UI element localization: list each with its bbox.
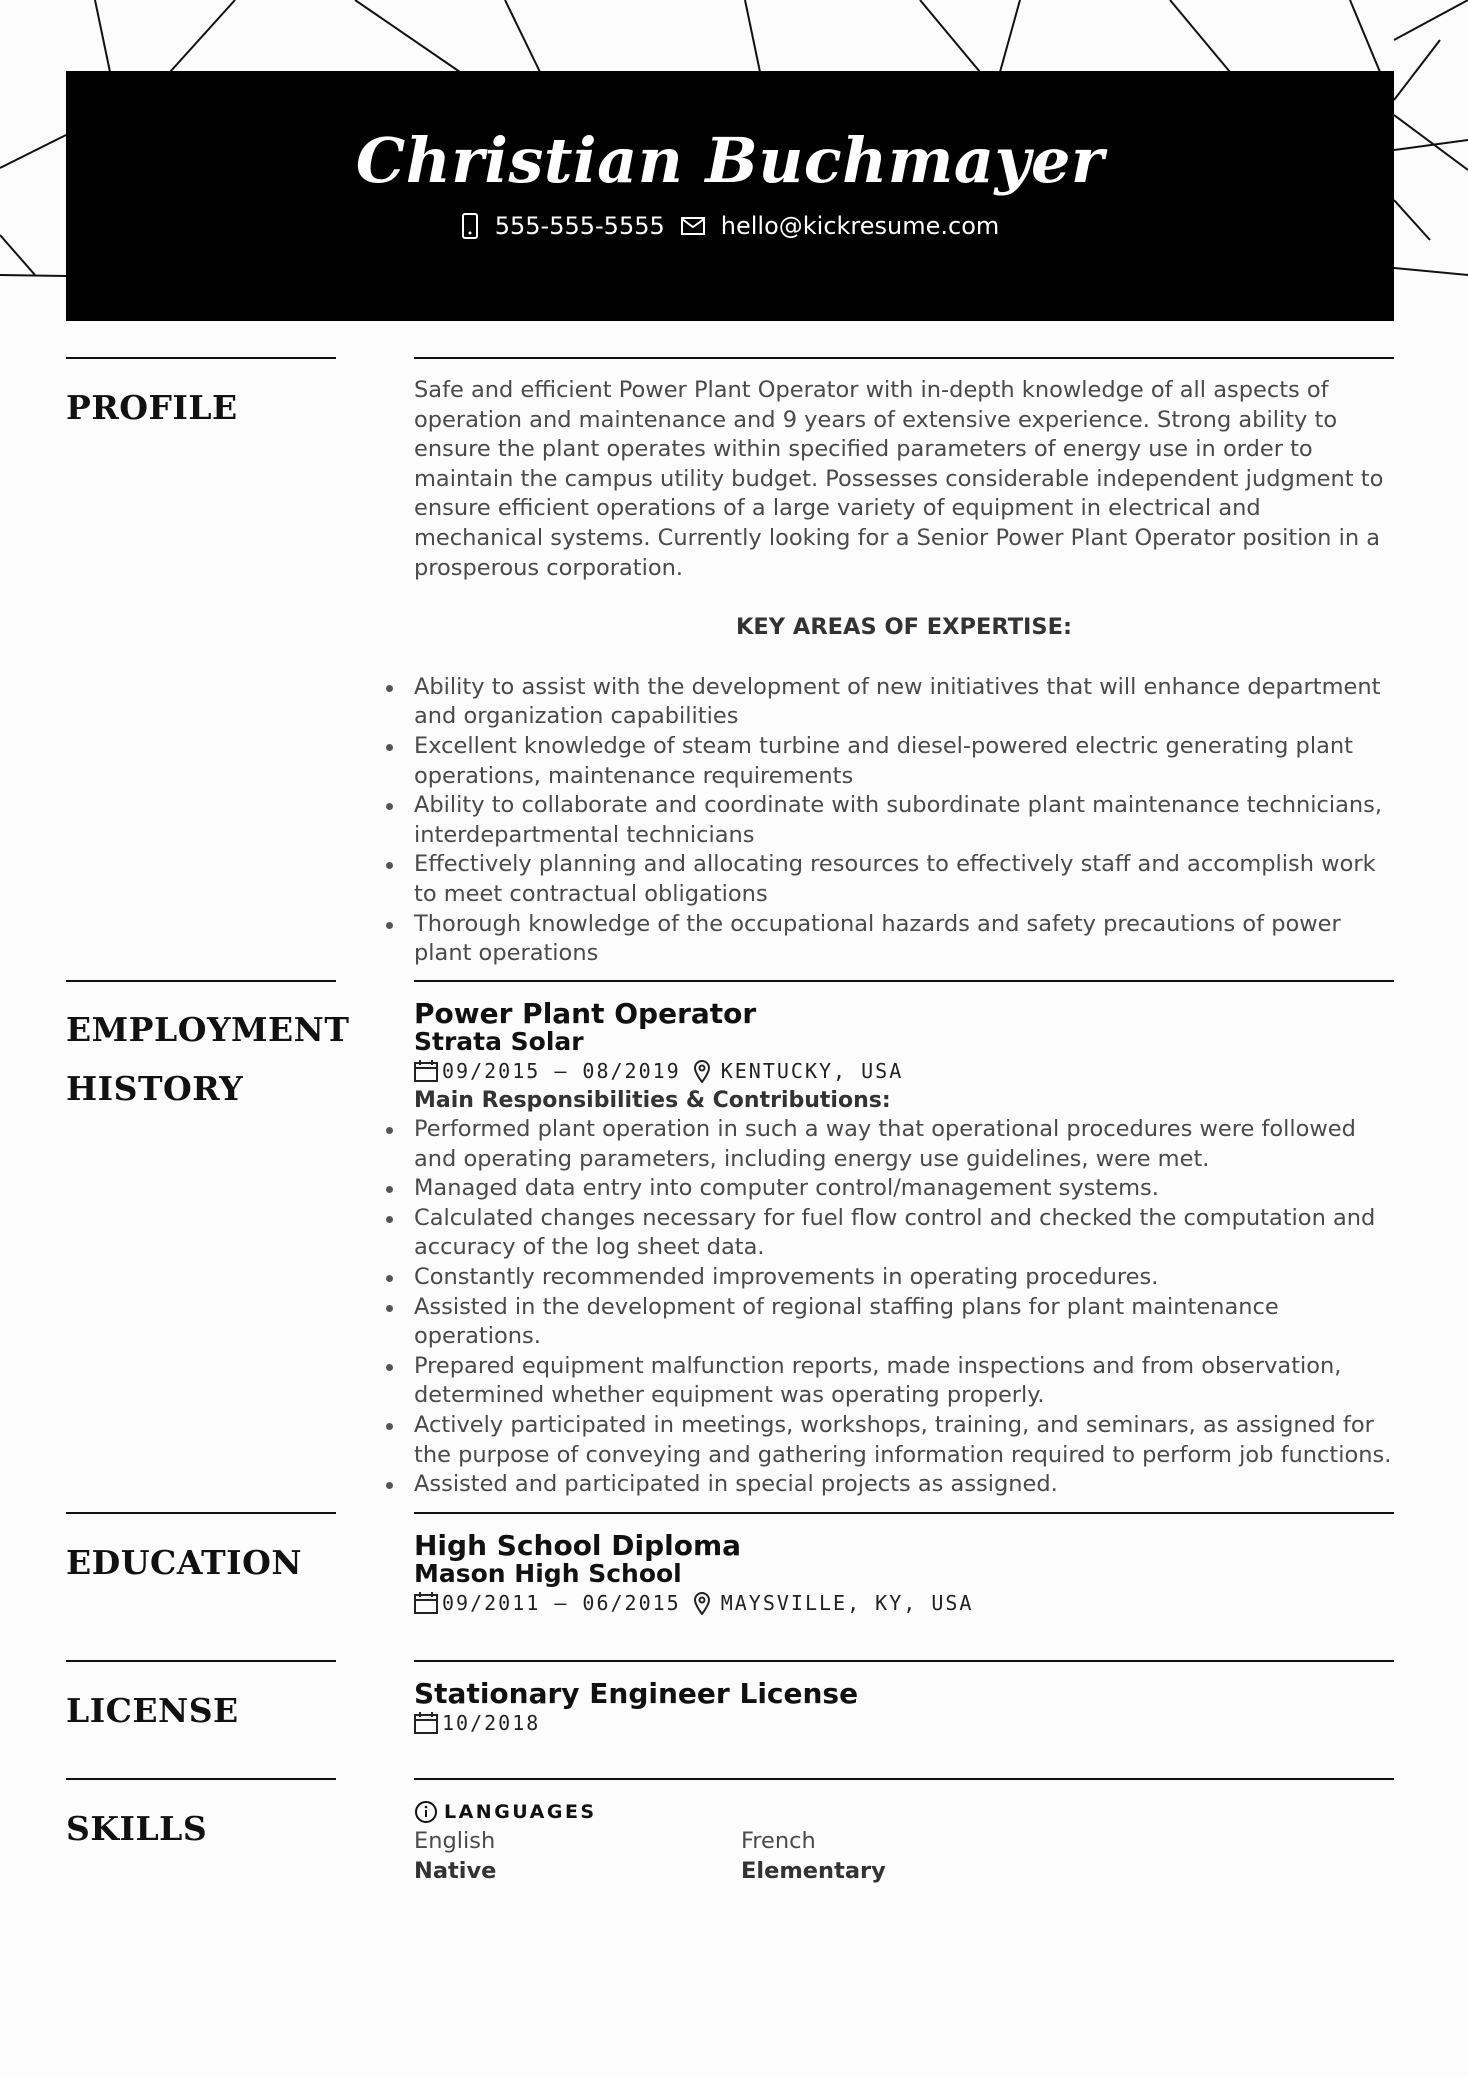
calendar-icon bbox=[414, 1712, 438, 1734]
responsibilities-heading: Main Responsibilities & Contributions: bbox=[414, 1088, 891, 1113]
job-location-text: KENTUCKY, USA bbox=[720, 1059, 904, 1083]
profile-heading: PROFILE bbox=[66, 388, 238, 427]
employment-heading-line1: EMPLOYMENT bbox=[66, 1010, 350, 1049]
language-name: English bbox=[414, 1828, 496, 1854]
employment-content bbox=[414, 997, 1394, 1500]
list-item: Prepared equipment malfunction reports, made inspections and from observation, determined whether equipment was operating properly. bbox=[414, 1352, 1394, 1411]
calendar-icon bbox=[414, 1060, 438, 1082]
job-dates: 09/2015 – 08/2019 bbox=[442, 1059, 681, 1083]
list-item: Calculated changes necessary for fuel flow control and checked the computation and accuracy of the log sheet data. bbox=[414, 1204, 1394, 1263]
section-divider-left bbox=[66, 1660, 336, 1662]
list-item: Thorough knowledge of the occupational hazards and safety precautions of power plant operations bbox=[414, 910, 1394, 969]
section-divider-right bbox=[414, 980, 1394, 982]
section-divider-right bbox=[414, 1778, 1394, 1780]
company-name: Strata Solar bbox=[414, 1027, 584, 1056]
license-content bbox=[414, 1677, 1394, 1738]
list-item: Effectively planning and allocating resources to effectively staff and accomplish work to meet contractual obligations bbox=[414, 850, 1394, 909]
calendar-icon bbox=[414, 1592, 438, 1614]
skills-content bbox=[414, 1797, 1394, 1886]
responsibilities-list bbox=[414, 1115, 1394, 1500]
section-divider-left bbox=[66, 1778, 336, 1780]
education-location bbox=[693, 1588, 974, 1618]
degree-title: High School Diploma bbox=[414, 1529, 742, 1562]
list-item: Managed data entry into computer control/management systems. bbox=[414, 1174, 1394, 1204]
education-dates: 09/2011 – 06/2015 bbox=[442, 1591, 681, 1615]
school-name: Mason High School bbox=[414, 1559, 682, 1588]
license-meta bbox=[414, 1708, 1394, 1738]
employment-heading bbox=[66, 1000, 366, 1118]
contact-row bbox=[66, 210, 1394, 242]
license-heading: LICENSE bbox=[66, 1691, 239, 1730]
employment-heading-line2: HISTORY bbox=[66, 1069, 244, 1108]
email-contact[interactable] bbox=[681, 210, 1000, 242]
profile-content bbox=[414, 376, 1394, 969]
list-item: Ability to assist with the development of new initiatives that will enhance department and organization capabilities bbox=[414, 673, 1394, 732]
phone-contact[interactable] bbox=[461, 210, 665, 242]
job-location bbox=[693, 1056, 904, 1086]
section-divider-right bbox=[414, 1512, 1394, 1514]
mail-icon bbox=[681, 217, 705, 235]
language-item bbox=[414, 1827, 741, 1886]
location-pin-icon bbox=[693, 1059, 711, 1083]
education-heading: EDUCATION bbox=[66, 1543, 303, 1582]
education-content bbox=[414, 1529, 1394, 1618]
language-name: French bbox=[741, 1828, 816, 1854]
section-divider-left bbox=[66, 357, 336, 359]
license-date: 10/2018 bbox=[442, 1711, 541, 1735]
job-meta bbox=[414, 1056, 1394, 1086]
email-address: hello@kickresume.com bbox=[720, 212, 1000, 241]
section-divider-left bbox=[66, 980, 336, 982]
list-item: Performed plant operation in such a way that operational procedures were followed and operating parameters, including energy use guidelines, were met. bbox=[414, 1115, 1394, 1174]
license-name: Stationary Engineer License bbox=[414, 1677, 859, 1710]
header-banner bbox=[66, 71, 1394, 321]
profile-summary: Safe and efficient Power Plant Operator with in-depth knowledge of all aspects of operation and maintenance and 9 years of extensive experience. Strong ability to ensure the plant operates within specified parameters of energy use in order to maintain the campus utility budget. Possesses considerable independent judgment to ensure efficient operations of a large variety of equipment in electrical and mechanical systems. Currently looking for a Senior Power Plant Operator position in a prosperous corporation. bbox=[414, 377, 1384, 581]
list-item: Constantly recommended improvements in operating procedures. bbox=[414, 1263, 1394, 1293]
languages-label: LANGUAGES bbox=[444, 1801, 597, 1823]
list-item: Assisted in the development of regional staffing plans for plant maintenance operations. bbox=[414, 1293, 1394, 1352]
list-item: Ability to collaborate and coordinate with subordinate plant maintenance technicians, interdepartmental technicians bbox=[414, 791, 1394, 850]
job-title: Power Plant Operator bbox=[414, 997, 757, 1030]
list-item: Assisted and participated in special projects as assigned. bbox=[414, 1470, 1394, 1500]
phone-icon bbox=[461, 213, 479, 239]
language-level: Native bbox=[414, 1857, 497, 1884]
expertise-list bbox=[414, 673, 1394, 969]
languages-grid bbox=[414, 1827, 1394, 1886]
skills-heading: SKILLS bbox=[66, 1809, 208, 1848]
phone-number: 555-555-5555 bbox=[494, 212, 665, 241]
info-icon bbox=[414, 1800, 438, 1824]
section-divider-right bbox=[414, 1660, 1394, 1662]
list-item: Actively participated in meetings, workshops, training, and seminars, as assigned for the purpose of conveying and gathering information required to perform job functions. bbox=[414, 1411, 1394, 1470]
expertise-heading: KEY AREAS OF EXPERTISE: bbox=[735, 614, 1072, 641]
section-divider-right bbox=[414, 357, 1394, 359]
section-divider-left bbox=[66, 1512, 336, 1514]
language-level: Elementary bbox=[741, 1857, 886, 1884]
language-item bbox=[741, 1827, 1068, 1886]
education-location-text: MAYSVILLE, KY, USA bbox=[720, 1591, 974, 1615]
education-meta bbox=[414, 1588, 1394, 1618]
languages-heading bbox=[414, 1797, 1394, 1827]
location-pin-icon bbox=[693, 1591, 711, 1615]
list-item: Excellent knowledge of steam turbine and diesel-powered electric generating plant operations, maintenance requirements bbox=[414, 732, 1394, 791]
candidate-name: Christian Buchmayer bbox=[355, 124, 1105, 197]
